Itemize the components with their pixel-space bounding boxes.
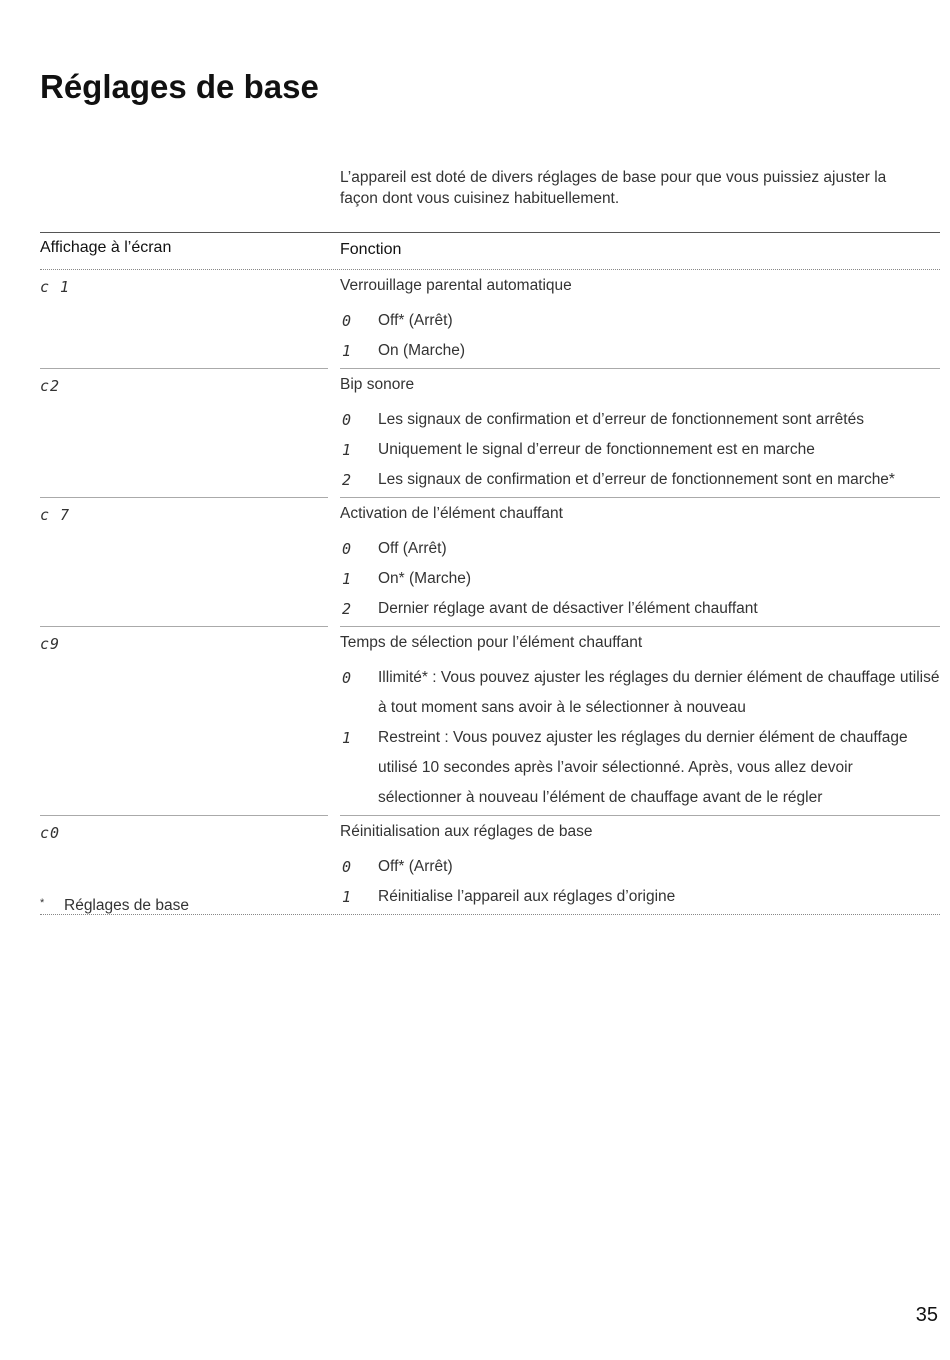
option-value: 0 [342,312,352,330]
option-text: Off* (Arrêt) [378,858,453,875]
function-heading: Verrouillage parental automatique [340,277,572,294]
option-item [340,435,940,465]
footnote-mark: * [40,897,45,909]
option-value: 2 [342,471,352,489]
table-row [40,369,940,497]
display-code: c 1 [40,278,71,296]
option-item [340,594,940,624]
option-item [340,564,940,594]
function-cell [340,627,940,815]
footnote-text: Réglages de base [64,897,189,914]
option-item [340,336,940,366]
table-header [40,232,940,270]
option-text: On* (Marche) [378,570,472,587]
function-heading: Réinitialisation aux réglages de base [340,823,593,840]
option-text: Dernier réglage avant de désactiver l’élément chauffant [378,600,758,617]
option-text: Illimité* : Vous pouvez ajuster les réglages du dernier élément de chauffage utilisé à tout moment sans avoir à le sélectionner à nouveau [378,669,940,716]
option-value: 2 [342,600,352,618]
option-item [340,465,940,495]
option-item [340,882,940,912]
function-cell [340,270,940,368]
option-value: 0 [342,858,352,876]
page-number: 35 [915,1304,938,1326]
table-body [40,270,940,915]
option-value: 0 [342,669,352,687]
display-code: c2 [40,377,61,395]
option-value: 1 [342,729,352,747]
function-heading: Temps de sélection pour l’élément chauffant [340,634,643,651]
option-text: Les signaux de confirmation et d’erreur de fonctionnement sont en marche* [378,471,895,488]
display-code: c 7 [40,506,71,524]
option-item [340,534,940,564]
option-value: 1 [342,342,352,360]
intro-paragraph: L’appareil est doté de divers réglages de base pour que vous puissiez ajuster la façon dont vous cuisinez habituellement. [340,169,887,207]
option-value: 0 [342,411,352,429]
function-heading: Bip sonore [340,376,415,393]
display-code: c0 [40,824,61,842]
function-heading: Activation de l’élément chauffant [340,505,563,522]
option-item [340,723,940,813]
function-cell [340,498,940,626]
option-text: Off* (Arrêt) [378,312,453,329]
option-item [340,306,940,336]
option-item [340,663,940,723]
page-title: Réglages de base [40,68,319,105]
option-text: Restreint : Vous pouvez ajuster les réglages du dernier élément de chauffage utilisé 10 secondes après l’avoir sélectionné. Après, vous allez devoir sélectionner à nouveau l’élément de chauffage avant de le régler [378,729,908,806]
option-text: Réinitialise l’appareil aux réglages d’origine [378,888,676,905]
table-row [40,270,940,368]
display-code: c9 [40,635,61,653]
option-text: Off (Arrêt) [378,540,447,557]
option-value: 1 [342,888,352,906]
option-value: 1 [342,570,352,588]
col-display-header: Affichage à l’écran [40,239,172,256]
table-row [40,627,940,815]
footnote [40,897,189,915]
option-item [340,405,940,435]
option-value: 0 [342,540,352,558]
option-text: Les signaux de confirmation et d’erreur de fonctionnement sont arrêtés [378,411,864,428]
option-text: Uniquement le signal d’erreur de fonctionnement est en marche [378,441,815,458]
option-value: 1 [342,441,352,459]
function-cell [340,816,940,914]
function-cell [340,369,940,497]
option-item [340,852,940,882]
settings-table [40,232,940,915]
table-row [40,498,940,626]
col-function-header: Fonction [340,241,402,258]
option-text: On (Marche) [378,342,465,359]
